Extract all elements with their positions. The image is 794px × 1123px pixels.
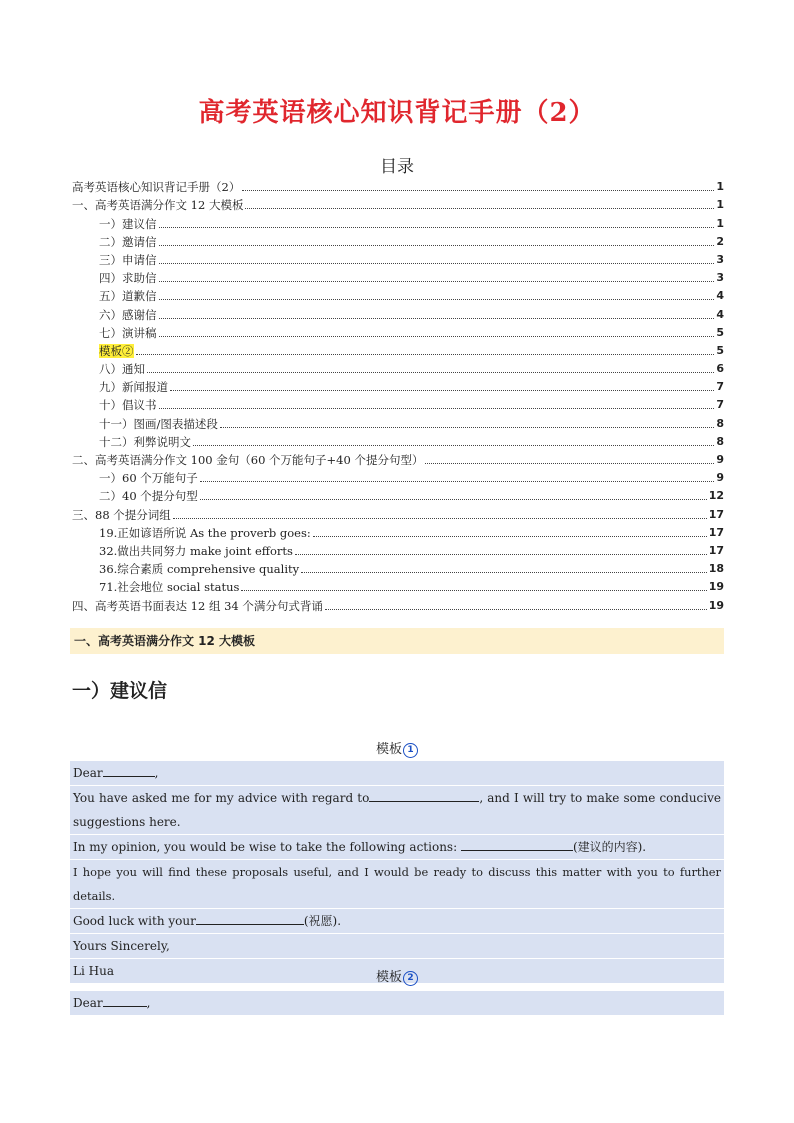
toc-entry-label: 五）道歉信 <box>99 289 157 304</box>
toc-leader-dots <box>241 590 706 591</box>
toc-entry-page: 7 <box>716 380 724 394</box>
toc-entry-page: 6 <box>716 362 724 376</box>
toc-entry-page: 2 <box>716 234 724 248</box>
toc-entry-page: 8 <box>716 434 724 448</box>
blank-line <box>103 992 147 1007</box>
toc-entry-label: 十二）利弊说明文 <box>99 434 191 449</box>
toc-entry-page: 19 <box>708 580 724 594</box>
line-text: , and I will try to make some conducive suggestions here. <box>73 791 721 829</box>
toc-entry[interactable] <box>72 485 724 503</box>
template-1-caption <box>0 738 794 758</box>
toc-entry[interactable] <box>72 194 724 212</box>
toc-entry-page: 18 <box>708 562 724 576</box>
toc-entry[interactable] <box>72 503 724 521</box>
line-text: You have asked me for my advice with regard to <box>73 791 370 805</box>
template-1-line <box>70 860 724 909</box>
toc-entry[interactable] <box>72 576 724 594</box>
toc-entry-label: 七）演讲稿 <box>99 325 157 340</box>
document-title: 高考英语核心知识背记手册（2） <box>198 98 596 128</box>
toc-leader-dots <box>159 408 715 409</box>
toc-entry[interactable] <box>72 540 724 558</box>
toc-entry-page: 5 <box>716 343 724 357</box>
toc-entry-label: 八）通知 <box>99 362 145 377</box>
line-text: (建议的内容). <box>572 840 647 854</box>
toc-entry[interactable] <box>72 249 724 267</box>
table-of-contents <box>72 176 724 613</box>
toc-entry[interactable] <box>72 558 724 576</box>
toc-entry[interactable] <box>72 449 724 467</box>
toc-leader-dots <box>159 318 715 319</box>
toc-entry-page: 3 <box>716 252 724 266</box>
toc-entry-label: 十一）图画/图表描述段 <box>99 416 218 431</box>
line-text: Good luck with your <box>73 914 196 928</box>
toc-entry-page: 1 <box>716 198 724 212</box>
blank-line <box>196 910 304 925</box>
toc-leader-dots <box>159 281 715 282</box>
toc-leader-dots <box>159 227 715 228</box>
circled-number-icon: 2 <box>403 971 418 986</box>
template-2-line: Dear , <box>70 991 724 1016</box>
template-1-box <box>70 761 724 984</box>
toc-entry-label: 十）倡议书 <box>99 398 157 413</box>
line-text: I hope you will find these proposals useful, and I would be ready to discuss this matter with you to further details. <box>73 865 721 903</box>
closing-text: Yours Sincerely, <box>73 939 170 953</box>
template-2-box <box>70 991 724 1016</box>
toc-entry[interactable] <box>72 231 724 249</box>
toc-leader-dots <box>325 609 707 610</box>
toc-entry-label: 二、高考英语满分作文 100 金句（60 个万能句子+40 个提分句型） <box>72 453 424 467</box>
toc-leader-dots <box>220 427 714 428</box>
toc-entry-label: 二）邀请信 <box>99 234 157 249</box>
toc-entry-page: 5 <box>716 325 724 339</box>
toc-leader-dots <box>425 463 714 464</box>
toc-entry-label: 19.正如谚语所说 As the proverb goes: <box>99 525 311 540</box>
template-1-line <box>70 934 724 959</box>
toc-entry[interactable] <box>72 431 724 449</box>
template-1-line <box>70 909 724 934</box>
toc-leader-dots <box>159 299 715 300</box>
circled-number-icon: 1 <box>403 743 418 758</box>
toc-leader-dots <box>200 499 707 500</box>
toc-leader-dots <box>245 208 714 209</box>
toc-entry-label: 32.做出共同努力 make joint efforts <box>99 543 293 558</box>
toc-entry-page: 9 <box>716 471 724 485</box>
toc-entry[interactable] <box>72 340 724 358</box>
toc-entry-label: 高考英语核心知识背记手册（2） <box>72 180 241 195</box>
toc-leader-dots <box>242 190 714 191</box>
toc-entry[interactable] <box>72 358 724 376</box>
toc-entry[interactable] <box>72 267 724 285</box>
toc-entry-page: 3 <box>716 271 724 285</box>
toc-entry-label: 四、高考英语书面表达 12 组 34 个满分句式背诵 <box>72 598 323 613</box>
toc-entry-page: 7 <box>716 398 724 412</box>
toc-entry-label: 三）申请信 <box>99 252 157 267</box>
toc-leader-dots <box>295 554 707 555</box>
blank-line <box>369 787 479 802</box>
section-band <box>70 628 724 654</box>
toc-entry-page: 19 <box>708 598 724 612</box>
toc-entry-page: 17 <box>708 525 724 539</box>
template-1-caption-text: 模板 <box>375 742 402 757</box>
line-text: (祝愿). <box>303 914 342 928</box>
toc-leader-dots <box>193 445 714 446</box>
template-2-caption <box>0 966 794 986</box>
toc-entry-page: 1 <box>716 216 724 230</box>
dear-text: Dear <box>73 766 103 780</box>
toc-entry-page: 8 <box>716 416 724 430</box>
blank-line <box>461 836 573 851</box>
dear-text: Dear <box>73 996 103 1010</box>
toc-entry-page: 12 <box>708 489 724 503</box>
template-1-line <box>70 786 724 835</box>
toc-heading: 目录 <box>380 157 414 177</box>
toc-entry-page: 4 <box>716 307 724 321</box>
line-text: In my opinion, you would be wise to take the following actions: <box>73 840 461 854</box>
toc-entry-label: 六）感谢信 <box>99 307 157 322</box>
toc-entry[interactable] <box>72 467 724 485</box>
toc-entry-label: 三、88 个提分词组 <box>72 507 171 522</box>
toc-leader-dots <box>200 481 715 482</box>
toc-leader-dots <box>301 572 707 573</box>
toc-entry-label: 九）新闻报道 <box>99 380 168 395</box>
section-heading: 一）建议信 <box>72 680 168 702</box>
toc-entry[interactable] <box>72 412 724 430</box>
toc-entry-page: 4 <box>716 289 724 303</box>
toc-leader-dots <box>136 354 715 355</box>
toc-entry-label: 一）60 个万能句子 <box>99 471 198 486</box>
toc-leader-dots <box>159 336 715 337</box>
toc-entry-label: 四）求助信 <box>99 271 157 286</box>
toc-entry-label: 模板② <box>99 343 134 358</box>
toc-entry[interactable] <box>72 522 724 540</box>
toc-leader-dots <box>159 263 715 264</box>
toc-entry[interactable] <box>72 394 724 412</box>
template-1-line <box>70 835 724 860</box>
toc-leader-dots <box>173 518 707 519</box>
toc-entry[interactable] <box>72 322 724 340</box>
toc-entry[interactable] <box>72 212 724 230</box>
toc-entry[interactable] <box>72 594 724 612</box>
toc-entry-label: 二）40 个提分句型 <box>99 489 198 504</box>
section-band-label: 一、高考英语满分作文 12 大模板 <box>74 634 256 648</box>
toc-entry-page: 17 <box>708 543 724 557</box>
template-2-caption-text: 模板 <box>375 970 402 985</box>
toc-leader-dots <box>159 245 715 246</box>
template-1-line: Dear , <box>70 761 724 786</box>
toc-entry-page: 1 <box>716 180 724 194</box>
toc-entry-label: 一、高考英语满分作文 12 大模板 <box>72 198 244 213</box>
toc-leader-dots <box>147 372 714 373</box>
signature-text: Li Hua <box>73 964 114 978</box>
toc-entry-label: 71.社会地位 social status <box>99 580 240 595</box>
toc-entry[interactable] <box>72 285 724 303</box>
toc-entry-label: 一）建议信 <box>99 216 157 231</box>
toc-entry-page: 17 <box>708 507 724 521</box>
toc-entry-label: 36.综合素质 comprehensive quality <box>99 562 300 577</box>
toc-leader-dots <box>313 536 707 537</box>
toc-entry-page: 9 <box>716 453 724 466</box>
toc-leader-dots <box>170 390 714 391</box>
toc-entry[interactable] <box>72 303 724 321</box>
blank-line <box>103 762 155 777</box>
toc-entry[interactable] <box>72 176 724 194</box>
toc-entry[interactable] <box>72 376 724 394</box>
